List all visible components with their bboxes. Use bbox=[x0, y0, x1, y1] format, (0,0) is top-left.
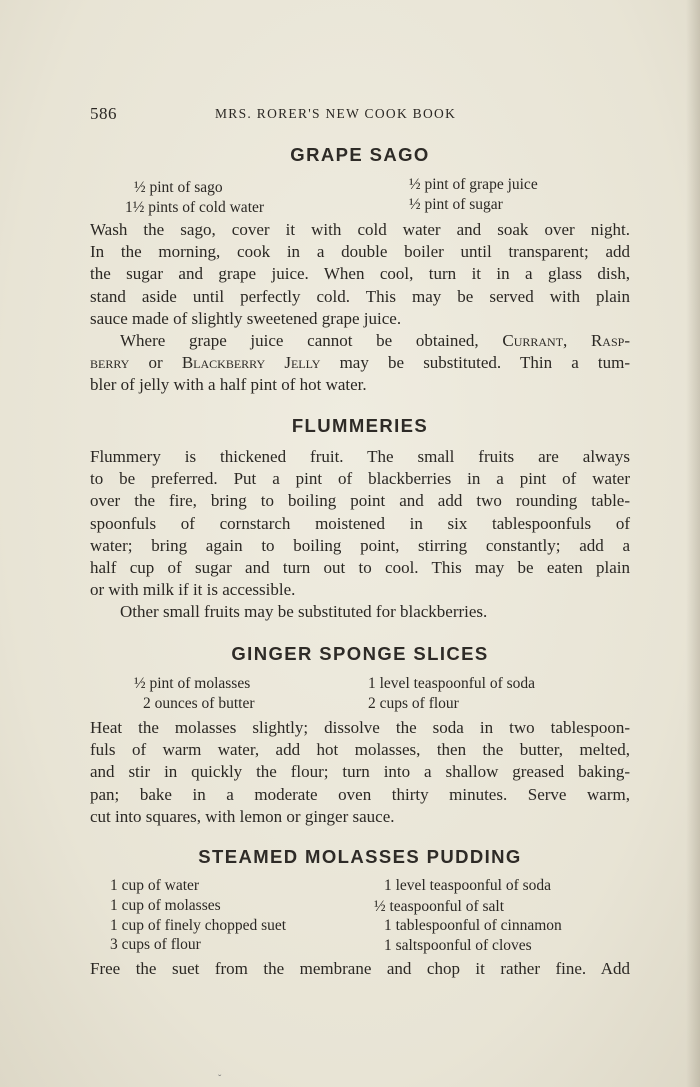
paragraph-line: Wash the sago, cover it with cold water and soak over night. bbox=[90, 220, 630, 239]
paragraph-line: and stir in quickly the flour; turn into a shallow greased baking- bbox=[90, 762, 630, 782]
ingredient: 1 level teaspoonful of soda bbox=[368, 675, 536, 692]
text-run: may be substituted. Thin a tum- bbox=[339, 353, 631, 373]
ginger-sponge-method bbox=[90, 717, 630, 828]
recipe-title: FLUMMERIES bbox=[291, 415, 429, 436]
paragraph-line: Flummery is thickened fruit. The small fruits are always bbox=[90, 447, 630, 466]
ingredient: 2 ounces of butter bbox=[143, 695, 255, 712]
ingredient: ½ pint of grape juice bbox=[409, 176, 538, 193]
grape-sago-method bbox=[90, 219, 630, 397]
ingredient: 2 cups of flour bbox=[368, 695, 459, 712]
text-run: Where grape juice cannot be obtained, bbox=[120, 331, 479, 351]
paragraph-line: water; bring again to boiling point, stirring constantly; add a bbox=[90, 535, 630, 555]
flummeries-method bbox=[90, 446, 630, 624]
recipe-flummeries bbox=[90, 415, 630, 437]
ingredient: 1 cup of molasses bbox=[110, 897, 221, 914]
recipe-title: STEAMED MOLASSES PUDDING bbox=[198, 846, 522, 867]
paragraph-line bbox=[90, 352, 630, 374]
ingredient: ½ pint of molasses bbox=[134, 675, 251, 692]
paragraph-line: Heat the molasses slightly; dissolve the soda in two tablespoon- bbox=[90, 718, 630, 737]
text-run: Blackberry Jelly bbox=[181, 353, 321, 373]
ingredient: 1 level teaspoonful of soda bbox=[384, 877, 552, 894]
paragraph-line: pan; bake in a moderate oven thirty minutes. Serve warm, bbox=[90, 784, 630, 804]
ingredient: 1 cup of finely chopped suet bbox=[110, 917, 287, 934]
recipe-title: GINGER SPONGE SLICES bbox=[231, 643, 489, 664]
paragraph-line: fuls of warm water, add hot molasses, then the butter, melted, bbox=[90, 740, 630, 760]
paragraph-line: bler of jelly with a half pint of hot water. bbox=[90, 375, 367, 395]
recipe-ginger-sponge-slices bbox=[90, 643, 630, 665]
print-mark: ˇ bbox=[218, 1074, 222, 1085]
paragraph-line: stand aside until perfectly cold. This may be served with plain bbox=[90, 286, 630, 306]
page-number: 586 bbox=[90, 104, 117, 123]
paragraph-line: sauce made of slightly sweetened grape juice. bbox=[90, 308, 402, 328]
paragraph-line: Free the suet from the membrane and chop it rather fine. Add bbox=[90, 959, 630, 978]
ingredient: 1 tablespoonful of cinnamon bbox=[384, 917, 562, 934]
steamed-pudding-method bbox=[90, 958, 630, 980]
ingredient: 3 cups of flour bbox=[110, 936, 201, 953]
ingredient: ½ pint of sago bbox=[134, 179, 223, 196]
page-edge-shadow bbox=[686, 0, 700, 1087]
paragraph-line: over the fire, bring to boiling point and add two rounding table- bbox=[90, 491, 630, 511]
ingredient: 1 saltspoonful of cloves bbox=[384, 937, 532, 954]
text-run: berry bbox=[90, 353, 130, 373]
paragraph-line: spoonfuls of cornstarch moistened in six tablespoonfuls of bbox=[90, 513, 630, 533]
paragraph-line: to be preferred. Put a pint of blackberries in a pint of water bbox=[90, 469, 630, 489]
recipe-title: GRAPE SAGO bbox=[290, 144, 430, 165]
paragraph-line: Other small fruits may be substituted for blackberries. bbox=[120, 602, 488, 622]
ingredient: ½ teaspoonful of salt bbox=[374, 898, 505, 915]
paragraph-line bbox=[90, 330, 630, 352]
page-header bbox=[90, 104, 630, 128]
recipe-steamed-molasses-pudding bbox=[90, 846, 630, 868]
running-head: MRS. RORER'S NEW COOK BOOK bbox=[215, 106, 457, 121]
ingredient: 1 cup of water bbox=[110, 877, 200, 894]
ingredient: ½ pint of sugar bbox=[409, 196, 503, 213]
paragraph-line: the sugar and grape juice. When cool, turn it in a glass dish, bbox=[90, 264, 630, 284]
paragraph-line: cut into squares, with lemon or ginger sauce. bbox=[90, 806, 395, 826]
recipe-grape-sago bbox=[90, 144, 630, 166]
ingredient: 1½ pints of cold water bbox=[125, 199, 265, 216]
paragraph-line: In the morning, cook in a double boiler until transparent; add bbox=[90, 242, 630, 262]
paragraph-line: half cup of sugar and turn out to cool. This may be eaten plain bbox=[90, 558, 630, 578]
paragraph-line: or with milk if it is accessible. bbox=[90, 580, 296, 600]
text-run: or bbox=[148, 353, 163, 373]
text-run: Currant, Rasp- bbox=[502, 331, 630, 351]
